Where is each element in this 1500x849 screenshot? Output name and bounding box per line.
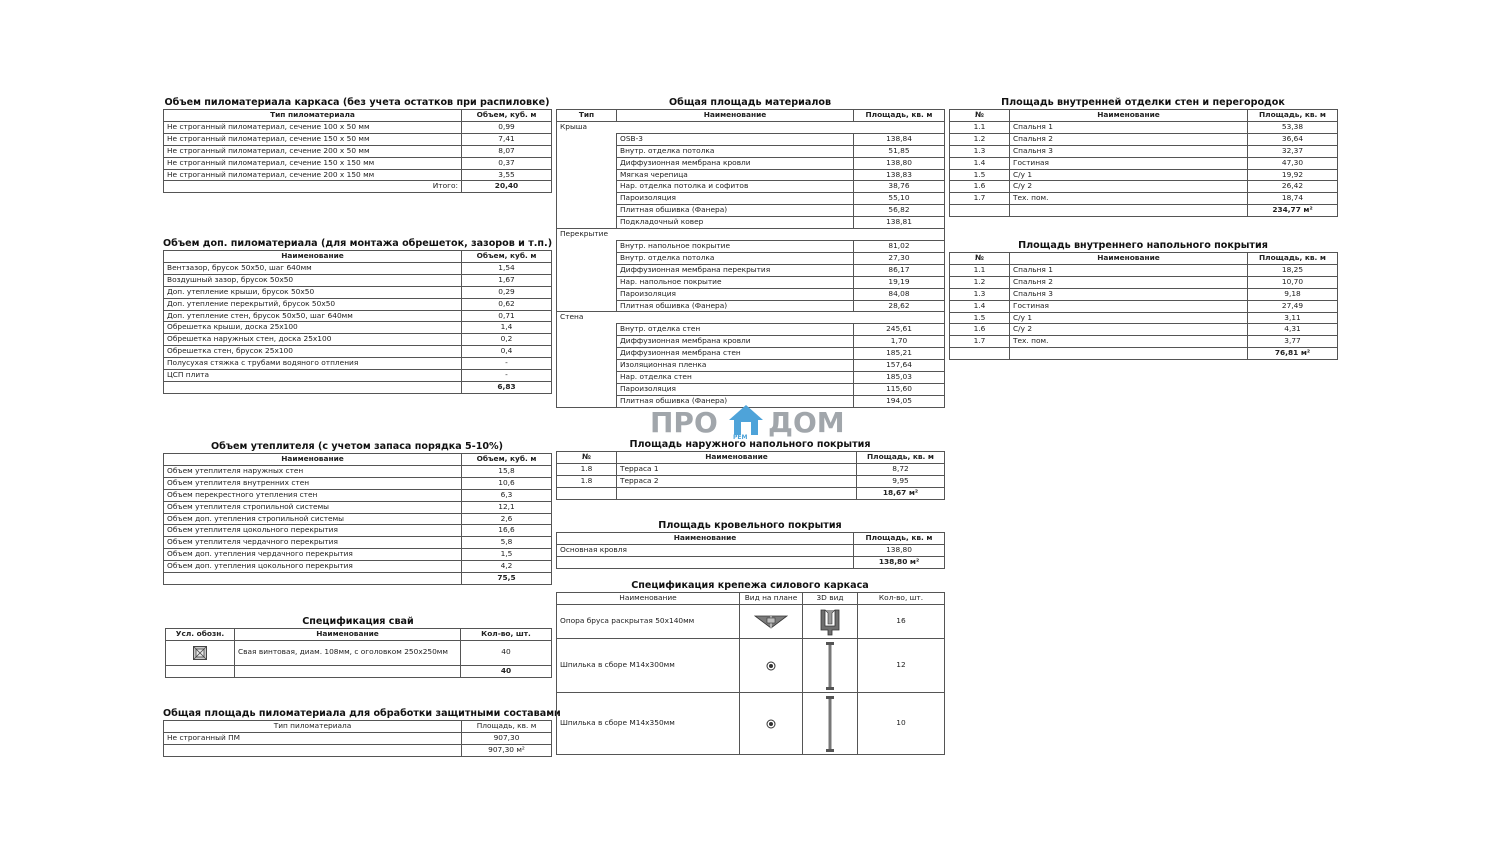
col-header: Наименование bbox=[617, 452, 857, 464]
cell-value: 55,10 bbox=[854, 193, 945, 205]
cell-name: Объем доп. утепления стропильной системы bbox=[164, 513, 462, 525]
cell-name: Доп. утепление перекрытий, брусок 50х50 bbox=[164, 298, 462, 310]
cell-name: Спальня 3 bbox=[1010, 288, 1248, 300]
group-spacer bbox=[557, 217, 617, 229]
cell-name: Объем утеплителя наружных стен bbox=[164, 465, 462, 477]
total-value: 76,81 м² bbox=[1248, 348, 1338, 360]
cell-name: Спальня 1 bbox=[1010, 264, 1248, 276]
pile-symbol-icon bbox=[193, 646, 207, 660]
col-header: Наименование bbox=[617, 110, 854, 122]
col-header: Тип пиломатериала bbox=[164, 110, 462, 122]
cell-value: 138,80 bbox=[854, 157, 945, 169]
cell-value: 0,71 bbox=[462, 310, 552, 322]
col-header: Вид на плане bbox=[740, 593, 803, 605]
total-value: 75,5 bbox=[462, 573, 552, 585]
col-header: Наименование bbox=[557, 593, 740, 605]
group-spacer bbox=[557, 205, 617, 217]
cell-name: Нар. отделка стен bbox=[617, 371, 854, 383]
cell-value: 0,99 bbox=[462, 121, 552, 133]
total-spacer bbox=[164, 744, 462, 756]
total-value: 234,77 м² bbox=[1248, 205, 1338, 217]
cell-number: 1.5 bbox=[950, 312, 1010, 324]
total-spacer bbox=[164, 573, 462, 585]
cell-value: 86,17 bbox=[854, 264, 945, 276]
stud-3d-icon bbox=[825, 696, 835, 752]
table-title: Объем утеплителя (с учетом запаса порядка 5-10%) bbox=[210, 441, 504, 452]
group-spacer bbox=[557, 276, 617, 288]
cell-name: С/у 1 bbox=[1010, 312, 1248, 324]
group-spacer bbox=[557, 145, 617, 157]
cell-value: 3,55 bbox=[462, 169, 552, 181]
col-header: Усл. обозн. bbox=[166, 629, 235, 641]
cell-value: 3,77 bbox=[1248, 336, 1338, 348]
cell-name: Изоляционная пленка bbox=[617, 360, 854, 372]
plan-view-cell bbox=[740, 693, 803, 755]
cell-value: 40 bbox=[461, 640, 552, 665]
group-spacer bbox=[557, 371, 617, 383]
table-title: Площадь внутренней отделки стен и перегородок bbox=[1001, 97, 1285, 108]
cell-value: 194,05 bbox=[854, 395, 945, 407]
cell-value: - bbox=[462, 370, 552, 382]
cell-value: 5,8 bbox=[462, 537, 552, 549]
total-spacer bbox=[164, 381, 462, 393]
cell-name: Спальня 2 bbox=[1010, 276, 1248, 288]
table-outdoor-floor bbox=[556, 439, 944, 500]
group-spacer bbox=[557, 348, 617, 360]
total-value: 40 bbox=[461, 665, 552, 677]
cell-name: Опора бруса раскрытая 50х140мм bbox=[557, 605, 740, 639]
cell-name: Не строганный ПМ bbox=[164, 732, 462, 744]
cell-name: Внутр. отделка потолка bbox=[617, 145, 854, 157]
total-value: 138,80 м² bbox=[854, 556, 945, 568]
cell-value: 157,64 bbox=[854, 360, 945, 372]
cell-name: Обрешетка крыши, доска 25х100 bbox=[164, 322, 462, 334]
cell-name: Объем перекрестного утепления стен bbox=[164, 489, 462, 501]
col-header: Площадь, кв. м bbox=[854, 110, 945, 122]
total-value: 907,30 м² bbox=[462, 744, 552, 756]
cell-value: 10,6 bbox=[462, 477, 552, 489]
cell-name: Основная кровля bbox=[557, 544, 854, 556]
cell-value: 1,4 bbox=[462, 322, 552, 334]
pile-symbol-cell bbox=[166, 640, 235, 665]
cell-name: Вентзазор, брусок 50х50, шаг 640мм bbox=[164, 262, 462, 274]
total-spacer bbox=[1010, 348, 1248, 360]
cell-name: Внутр. напольное покрытие bbox=[617, 240, 854, 252]
col-header: Объем, куб. м bbox=[462, 110, 552, 122]
logo-text-left: ПРО bbox=[650, 406, 718, 439]
cell-value: 81,02 bbox=[854, 240, 945, 252]
cell-name: Диффузионная мембрана кровли bbox=[617, 157, 854, 169]
plan-view-cell bbox=[740, 639, 803, 693]
total-value: 20,40 bbox=[462, 181, 552, 193]
table-lumber-frame bbox=[163, 97, 551, 193]
col-header: Площадь, кв. м bbox=[854, 533, 945, 545]
cell-number: 1.8 bbox=[557, 463, 617, 475]
cell-value: 115,60 bbox=[854, 383, 945, 395]
stud-plan-icon bbox=[766, 719, 776, 729]
table-total-materials bbox=[556, 97, 944, 408]
table-title: Общая площадь материалов bbox=[668, 97, 832, 108]
cell-name: Диффузионная мембрана кровли bbox=[617, 336, 854, 348]
table-title: Площадь кровельного покрытия bbox=[658, 520, 842, 531]
total-spacer bbox=[617, 487, 857, 499]
cell-value: 6,3 bbox=[462, 489, 552, 501]
cell-value: 16,6 bbox=[462, 525, 552, 537]
cell-value: 138,81 bbox=[854, 217, 945, 229]
cell-value: 8,72 bbox=[857, 463, 945, 475]
col-header: Кол-во, шт. bbox=[461, 629, 552, 641]
cell-name: Обрешетка стен, брусок 25х100 bbox=[164, 346, 462, 358]
cell-name: Объем утеплителя стропильной системы bbox=[164, 501, 462, 513]
group-spacer bbox=[557, 300, 617, 312]
house-logo-icon bbox=[728, 404, 764, 436]
cell-name: Спальня 1 bbox=[1010, 121, 1248, 133]
cell-value: 19,19 bbox=[854, 276, 945, 288]
cell-name: Гостиная bbox=[1010, 157, 1248, 169]
cell-value: - bbox=[462, 358, 552, 370]
cell-value: 0,4 bbox=[462, 346, 552, 358]
cell-value: 3,11 bbox=[1248, 312, 1338, 324]
cell-name: Плитная обшивка (Фанера) bbox=[617, 395, 854, 407]
cell-number: 1.2 bbox=[950, 276, 1010, 288]
col-header: Площадь, кв. м bbox=[1248, 253, 1338, 265]
group-spacer bbox=[557, 157, 617, 169]
col-header: Наименование bbox=[235, 629, 461, 641]
cell-name: Терраса 1 bbox=[617, 463, 857, 475]
group-type: Перекрытие bbox=[557, 229, 945, 241]
cell-name: Объем утеплителя внутренних стен bbox=[164, 477, 462, 489]
cell-value: 16 bbox=[858, 605, 945, 639]
col-header: Наименование bbox=[1010, 110, 1248, 122]
col-header: Площадь, кв. м bbox=[857, 452, 945, 464]
joist-support-plan-icon bbox=[754, 615, 788, 629]
cell-name: Обрешетка наружных стен, доска 25х100 bbox=[164, 334, 462, 346]
total-spacer bbox=[950, 205, 1010, 217]
total-spacer bbox=[557, 556, 854, 568]
cell-value: 18,25 bbox=[1248, 264, 1338, 276]
group-spacer bbox=[557, 360, 617, 372]
3d-view-cell bbox=[803, 693, 858, 755]
cell-number: 1.4 bbox=[950, 300, 1010, 312]
table-title: Общая площадь пиломатериала для обработки защитными составами bbox=[163, 708, 561, 719]
cell-value: 12 bbox=[858, 639, 945, 693]
cell-value: 0,62 bbox=[462, 298, 552, 310]
cell-name: ЦСП плита bbox=[164, 370, 462, 382]
group-spacer bbox=[557, 169, 617, 181]
cell-name: Мягкая черепица bbox=[617, 169, 854, 181]
col-header: Наименование bbox=[1010, 253, 1248, 265]
total-value: 18,67 м² bbox=[857, 487, 945, 499]
cell-value: 36,64 bbox=[1248, 133, 1338, 145]
cell-value: 26,42 bbox=[1248, 181, 1338, 193]
group-spacer bbox=[557, 336, 617, 348]
col-header: № bbox=[557, 452, 617, 464]
cell-name: Свая винтовая, диам. 108мм, с оголовком 250х250мм bbox=[235, 640, 461, 665]
cell-value: 32,37 bbox=[1248, 145, 1338, 157]
cell-number: 1.3 bbox=[950, 288, 1010, 300]
col-header: Наименование bbox=[557, 533, 854, 545]
group-type: Стена bbox=[557, 312, 945, 324]
table-title: Спецификация свай bbox=[302, 616, 414, 627]
cell-name: Не строганный пиломатериал, сечение 150 х 150 мм bbox=[164, 157, 462, 169]
cell-value: 4,31 bbox=[1248, 324, 1338, 336]
table-interior-wall-finish bbox=[949, 97, 1337, 217]
cell-value: 53,38 bbox=[1248, 121, 1338, 133]
table-piles bbox=[165, 616, 551, 678]
cell-name: Доп. утепление крыши, брусок 50х50 bbox=[164, 286, 462, 298]
cell-name: Спальня 2 bbox=[1010, 133, 1248, 145]
cell-number: 1.4 bbox=[950, 157, 1010, 169]
cell-name: Терраса 2 bbox=[617, 475, 857, 487]
cell-name: Нар. напольное покрытие bbox=[617, 276, 854, 288]
table-interior-floor bbox=[949, 240, 1337, 360]
cell-name: С/у 2 bbox=[1010, 181, 1248, 193]
table-insulation bbox=[163, 441, 551, 585]
cell-name: Внутр. отделка потолка bbox=[617, 252, 854, 264]
total-label: Итого: bbox=[164, 181, 462, 193]
cell-value: 138,83 bbox=[854, 169, 945, 181]
cell-value: 1,67 bbox=[462, 274, 552, 286]
cell-name: Не строганный пиломатериал, сечение 150 х 50 мм bbox=[164, 133, 462, 145]
group-spacer bbox=[557, 324, 617, 336]
table-extra-lumber bbox=[163, 238, 551, 394]
cell-value: 47,30 bbox=[1248, 157, 1338, 169]
cell-name: Доп. утепление стен, брусок 50х50, шаг 640мм bbox=[164, 310, 462, 322]
cell-value: 4,2 bbox=[462, 561, 552, 573]
cell-value: 1,54 bbox=[462, 262, 552, 274]
total-spacer bbox=[1010, 205, 1248, 217]
logo-small-text: РЕМ bbox=[733, 434, 748, 441]
logo-text-right: ДОМ bbox=[768, 406, 845, 439]
cell-name: Гостиная bbox=[1010, 300, 1248, 312]
col-header: № bbox=[950, 110, 1010, 122]
cell-value: 907,30 bbox=[462, 732, 552, 744]
cell-name: Тех. пом. bbox=[1010, 193, 1248, 205]
col-header: Наименование bbox=[164, 251, 462, 263]
cell-name: Подкладочный ковер bbox=[617, 217, 854, 229]
cell-value: 7,41 bbox=[462, 133, 552, 145]
cell-number: 1.2 bbox=[950, 133, 1010, 145]
cell-name: Не строганный пиломатериал, сечение 200 х 150 мм bbox=[164, 169, 462, 181]
cell-value: 27,30 bbox=[854, 252, 945, 264]
cell-number: 1.7 bbox=[950, 193, 1010, 205]
cell-value: 0,29 bbox=[462, 286, 552, 298]
col-header: Тип пиломатериала bbox=[164, 721, 462, 733]
cell-number: 1.7 bbox=[950, 336, 1010, 348]
cell-value: 138,80 bbox=[854, 544, 945, 556]
cell-value: 28,62 bbox=[854, 300, 945, 312]
group-spacer bbox=[557, 264, 617, 276]
cell-value: 8,07 bbox=[462, 145, 552, 157]
cell-name: Объем доп. утепления чердачного перекрытия bbox=[164, 549, 462, 561]
group-spacer bbox=[557, 181, 617, 193]
table-title: Площадь внутреннего напольного покрытия bbox=[1018, 240, 1268, 251]
cell-name: Не строганный пиломатериал, сечение 200 х 50 мм bbox=[164, 145, 462, 157]
group-spacer bbox=[557, 252, 617, 264]
cell-name: Полусухая стяжка с трубами водяного отпления bbox=[164, 358, 462, 370]
group-spacer bbox=[557, 133, 617, 145]
joist-support-3d-icon bbox=[819, 608, 841, 636]
col-header: Кол-во, шт. bbox=[858, 593, 945, 605]
table-protective-treatment bbox=[163, 708, 561, 757]
table-title: Объем доп. пиломатериала (для монтажа обрешеток, зазоров и т.п.) bbox=[163, 238, 553, 249]
cell-name: Внутр. отделка стен bbox=[617, 324, 854, 336]
group-spacer bbox=[557, 395, 617, 407]
cell-value: 1,70 bbox=[854, 336, 945, 348]
cell-name: Воздушный зазор, брусок 50х50 bbox=[164, 274, 462, 286]
cell-name: Пароизоляция bbox=[617, 288, 854, 300]
group-spacer bbox=[557, 240, 617, 252]
cell-name: Диффузионная мембрана перекрытия bbox=[617, 264, 854, 276]
cell-value: 56,82 bbox=[854, 205, 945, 217]
group-spacer bbox=[557, 193, 617, 205]
cell-value: 245,61 bbox=[854, 324, 945, 336]
cell-name: Плитная обшивка (Фанера) bbox=[617, 205, 854, 217]
cell-name: С/у 1 bbox=[1010, 169, 1248, 181]
col-header: Объем, куб. м bbox=[462, 251, 552, 263]
group-spacer bbox=[557, 288, 617, 300]
table-roofing bbox=[556, 520, 944, 569]
cell-value: 19,92 bbox=[1248, 169, 1338, 181]
cell-number: 1.8 bbox=[557, 475, 617, 487]
cell-value: 12,1 bbox=[462, 501, 552, 513]
cell-number: 1.3 bbox=[950, 145, 1010, 157]
cell-name: Тех. пом. bbox=[1010, 336, 1248, 348]
table-title: Площадь наружного напольного покрытия bbox=[629, 439, 871, 450]
cell-number: 1.6 bbox=[950, 181, 1010, 193]
cell-name: С/у 2 bbox=[1010, 324, 1248, 336]
cell-value: 9,95 bbox=[857, 475, 945, 487]
col-header: Площадь, кв. м bbox=[1248, 110, 1338, 122]
cell-value: 15,8 bbox=[462, 465, 552, 477]
cell-value: 185,03 bbox=[854, 371, 945, 383]
cell-number: 1.6 bbox=[950, 324, 1010, 336]
cell-name: Шпилька в сборе М14х300мм bbox=[557, 639, 740, 693]
stud-plan-icon bbox=[766, 661, 776, 671]
col-header: Площадь, кв. м bbox=[462, 721, 552, 733]
cell-name: Спальня 3 bbox=[1010, 145, 1248, 157]
cell-value: 10,70 bbox=[1248, 276, 1338, 288]
cell-name: Пароизоляция bbox=[617, 383, 854, 395]
cell-value: 27,49 bbox=[1248, 300, 1338, 312]
cell-value: 10 bbox=[858, 693, 945, 755]
cell-value: 0,37 bbox=[462, 157, 552, 169]
cell-name: Пароизоляция bbox=[617, 193, 854, 205]
cell-value: 0,2 bbox=[462, 334, 552, 346]
cell-name: Нар. отделка потолка и софитов bbox=[617, 181, 854, 193]
col-header: 3D вид bbox=[803, 593, 858, 605]
total-value: 6,83 bbox=[462, 381, 552, 393]
group-spacer bbox=[557, 383, 617, 395]
table-title: Спецификация крепежа силового каркаса bbox=[631, 580, 869, 591]
cell-name: Не строганный пиломатериал, сечение 100 х 50 мм bbox=[164, 121, 462, 133]
total-spacer bbox=[235, 665, 461, 677]
stud-3d-icon bbox=[825, 642, 835, 690]
cell-name: Диффузионная мембрана стен bbox=[617, 348, 854, 360]
cell-value: 2,6 bbox=[462, 513, 552, 525]
cell-value: 138,84 bbox=[854, 133, 945, 145]
prodom-logo bbox=[648, 404, 848, 442]
cell-value: 51,85 bbox=[854, 145, 945, 157]
cell-value: 84,08 bbox=[854, 288, 945, 300]
table-title: Объем пиломатериала каркаса (без учета остатков при распиловке) bbox=[164, 97, 550, 108]
total-spacer bbox=[557, 487, 617, 499]
cell-name: Плитная обшивка (Фанера) bbox=[617, 300, 854, 312]
cell-value: 18,74 bbox=[1248, 193, 1338, 205]
col-header: Тип bbox=[557, 110, 617, 122]
cell-value: 38,76 bbox=[854, 181, 945, 193]
cell-number: 1.1 bbox=[950, 264, 1010, 276]
cell-name: Объем утеплителя чердачного перекрытия bbox=[164, 537, 462, 549]
total-spacer bbox=[166, 665, 235, 677]
col-header: Объем, куб. м bbox=[462, 454, 552, 466]
plan-view-cell bbox=[740, 605, 803, 639]
3d-view-cell bbox=[803, 639, 858, 693]
table-fasteners bbox=[556, 580, 944, 755]
3d-view-cell bbox=[803, 605, 858, 639]
cell-value: 1,5 bbox=[462, 549, 552, 561]
cell-number: 1.1 bbox=[950, 121, 1010, 133]
group-type: Крыша bbox=[557, 121, 945, 133]
cell-name: Объем доп. утепления цокольного перекрытия bbox=[164, 561, 462, 573]
cell-name: OSB-3 bbox=[617, 133, 854, 145]
total-spacer bbox=[950, 348, 1010, 360]
col-header: № bbox=[950, 253, 1010, 265]
cell-number: 1.5 bbox=[950, 169, 1010, 181]
cell-name: Объем утеплителя цокольного перекрытия bbox=[164, 525, 462, 537]
cell-value: 185,21 bbox=[854, 348, 945, 360]
cell-value: 9,18 bbox=[1248, 288, 1338, 300]
col-header: Наименование bbox=[164, 454, 462, 466]
cell-name: Шпилька в сборе М14х350мм bbox=[557, 693, 740, 755]
